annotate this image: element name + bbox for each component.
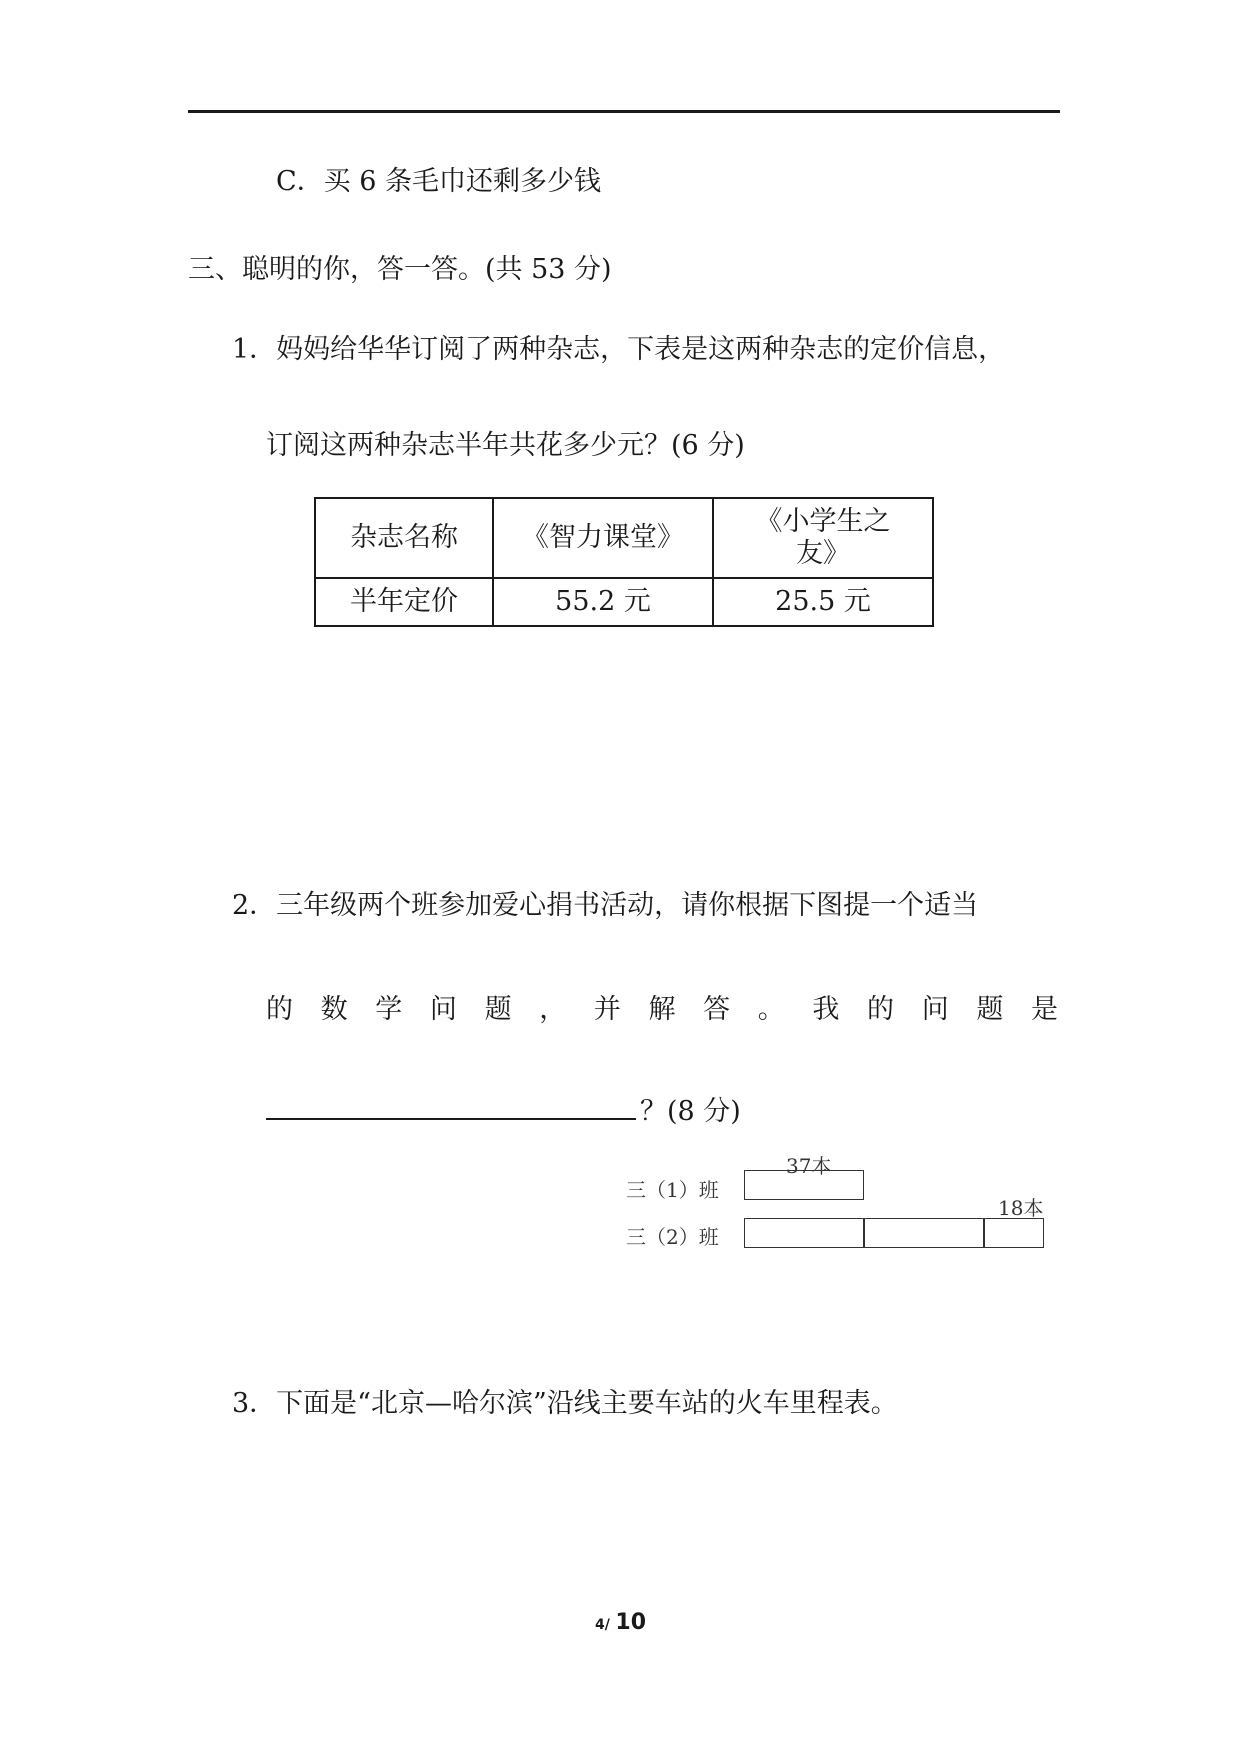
- class2-label: 三（2）班: [626, 1225, 719, 1249]
- section-title: 三、聪明的你，答一答。(共 53 分): [188, 254, 612, 285]
- q2-char: 问: [921, 994, 949, 1025]
- q2-char: 的: [266, 994, 293, 1025]
- q2-char: 题: [484, 994, 512, 1025]
- q2-char: 解: [648, 994, 676, 1025]
- q2-char: 是: [1030, 994, 1058, 1025]
- table-header-mag2-text: 《小学生之友》: [755, 506, 891, 569]
- table-header-mag2: [713, 498, 933, 578]
- table-cell-price2: 25.5 元: [713, 578, 933, 626]
- table-header-name: 杂志名称: [315, 498, 493, 578]
- q2-char: 并: [593, 994, 621, 1025]
- table-row: [315, 498, 933, 578]
- q2-char: 问: [429, 994, 457, 1025]
- q2-char: 数: [320, 994, 348, 1025]
- q2-line2: [266, 992, 1058, 1028]
- option-c: C．买 6 条毛巾还剩多少钱: [276, 166, 602, 197]
- table-cell-label: 半年定价: [315, 578, 493, 626]
- q2-char: 答: [703, 994, 731, 1025]
- q2-line3: [266, 1088, 741, 1130]
- table-row: [315, 578, 933, 626]
- table-header-mag1: 《智力课堂》: [493, 498, 713, 578]
- q3-line1: 3．下面是“北京—哈尔滨”沿线主要车站的火车里程表。: [232, 1388, 898, 1419]
- class1-value-label: 37本: [786, 1154, 832, 1178]
- header-rule: [188, 110, 1060, 113]
- q2-char: 。: [757, 994, 785, 1025]
- q2-line3-suffix: ？(8 分): [640, 1096, 741, 1127]
- q2-char: 的: [867, 994, 895, 1025]
- q1-line2: 订阅这两种杂志半年共花多少元？(6 分): [266, 430, 745, 461]
- q2-char: 题: [976, 994, 1004, 1025]
- q2-char: 学: [375, 994, 403, 1025]
- q2-char: 我: [812, 994, 840, 1025]
- class2-bar-extra: [983, 1218, 1044, 1248]
- class1-label: 三（1）班: [626, 1178, 719, 1202]
- class2-bar-segment-2: [863, 1218, 985, 1248]
- page-number: [0, 1610, 1241, 1635]
- answer-blank[interactable]: [266, 1088, 636, 1120]
- magazine-price-table: [314, 497, 934, 627]
- class2-bar-segment-1: [744, 1218, 865, 1248]
- page-current: 4/: [594, 1617, 610, 1633]
- table-cell-price1: 55.2 元: [493, 578, 713, 626]
- q2-line1: 2．三年级两个班参加爱心捐书活动，请你根据下图提一个适当: [232, 890, 979, 921]
- page-total: 10: [615, 1610, 647, 1635]
- q2-char: ，: [539, 994, 567, 1025]
- q1-line1: 1．妈妈给华华订阅了两种杂志，下表是这两种杂志的定价信息，: [232, 334, 1006, 365]
- class1-bar: [744, 1170, 864, 1200]
- extra-value-label: 18本: [998, 1196, 1044, 1220]
- book-donation-diagram: [620, 1150, 1060, 1270]
